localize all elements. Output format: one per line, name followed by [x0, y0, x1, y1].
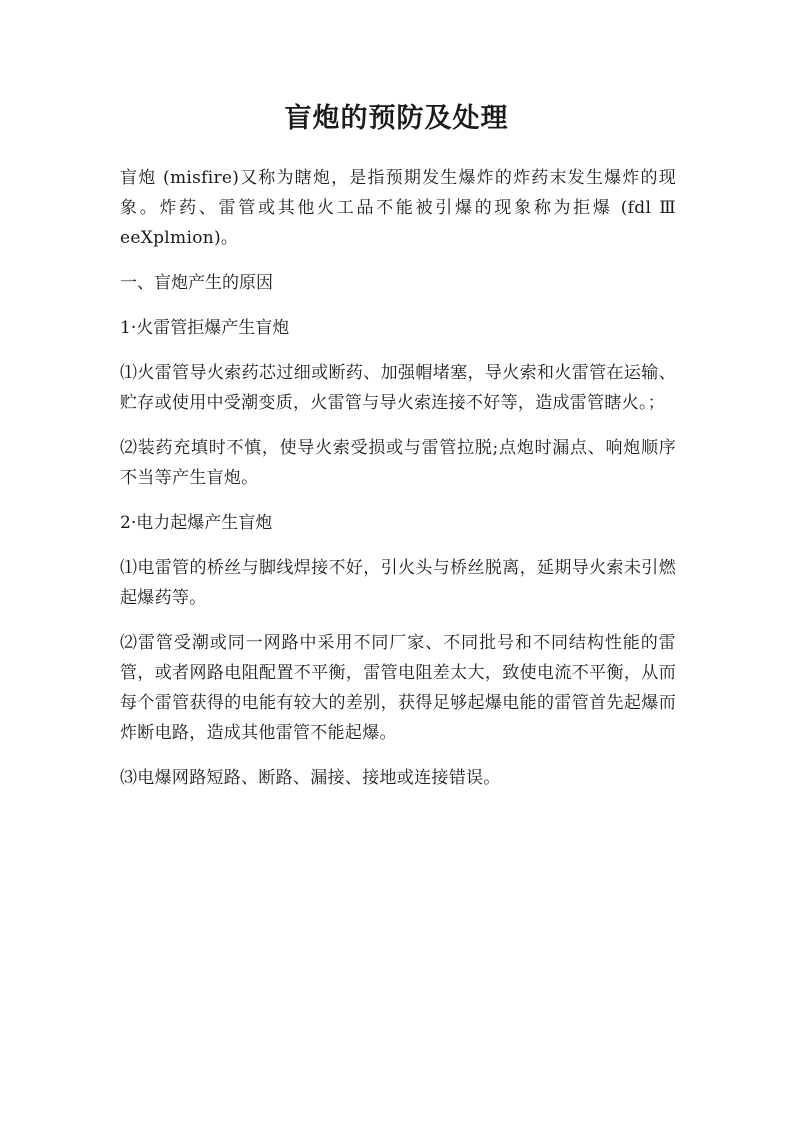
- electric-initiation-cause-3: ⑶电爆网路短路、断路、漏接、接地或连接错误。: [120, 768, 501, 788]
- subsection-heading-fire-detonator: 1·火雷管拒爆产生盲炮: [120, 318, 290, 338]
- page-title: 盲炮的预防及处理: [284, 103, 509, 134]
- subsection-heading-electric-initiation: 2·电力起爆产生盲炮: [120, 513, 273, 533]
- fire-detonator-cause-2: ⑵装药充填时不慎，使导火索受损或与雷管拉脱;点炮时漏点、响炮顺序不当等产生盲炮。: [120, 438, 676, 488]
- intro-paragraph: 盲炮 (misfire)又称为瞎炮，是指预期发生爆炸的炸药末发生爆炸的现象。炸药、雷管或其他火工品不能被引爆的现象称为拒爆 (fdl Ⅲ eeXplmion)。: [120, 168, 676, 248]
- fire-detonator-cause-1: ⑴火雷管导火索药芯过细或断药、加强帽堵塞，导火索和火雷管在运输、贮存或使用中受潮变质，火雷管与导火索连接不好等，造成雷管瞎火。；: [120, 363, 676, 413]
- section-heading-causes: 一、盲炮产生的原因: [120, 273, 273, 293]
- document-body: [120, 163, 676, 808]
- electric-initiation-cause-2: ⑵雷管受潮或同一网路中采用不同厂家、不同批号和不同结构性能的雷管，或者网路电阻配置不平衡，雷管电阻差太大，致使电流不平衡，从而每个雷管获得的电能有较大的差别，获得足够起爆电能的雷管首先起爆而炸断电路，造成其他雷管不能起爆。: [120, 633, 676, 743]
- electric-initiation-cause-1: ⑴电雷管的桥丝与脚线焊接不好，引火头与桥丝脱离，延期导火索未引燃起爆药等。: [120, 558, 676, 608]
